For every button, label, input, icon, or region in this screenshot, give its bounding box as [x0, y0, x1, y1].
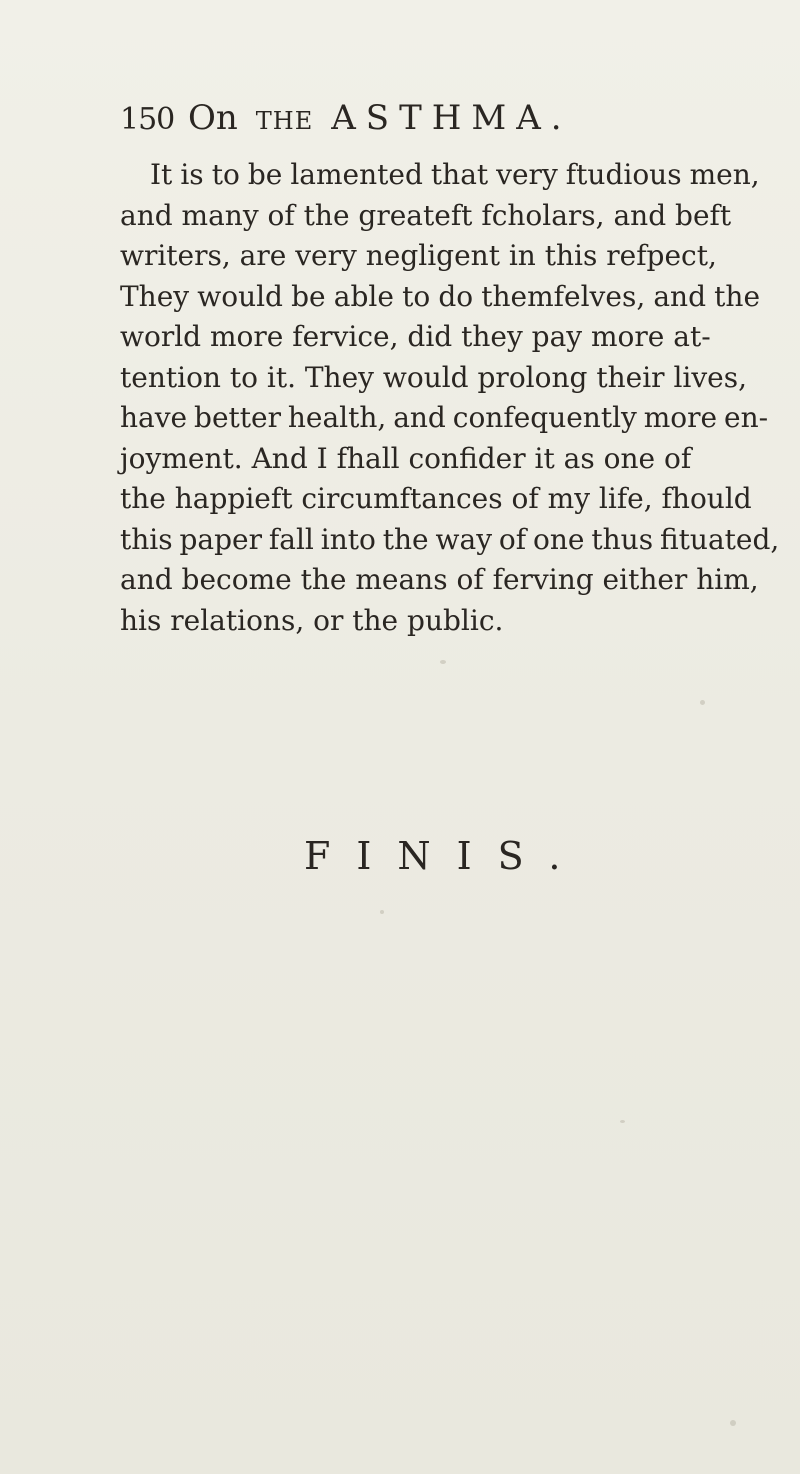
body-paragraph — [120, 155, 780, 641]
header-the: THE — [255, 107, 314, 135]
running-head — [120, 92, 720, 142]
page-number: 150 — [120, 102, 175, 137]
text-line: and many of the greateft fcholars, and beft — [120, 198, 732, 232]
paper-speck — [380, 910, 384, 914]
paper-speck — [730, 1420, 736, 1426]
text-line: joyment. And I fhall confider it as one of — [120, 441, 692, 475]
text-line: the happieft circumftances of my life, fhould — [120, 482, 752, 515]
paper-speck — [700, 700, 705, 705]
header-asthma: ASTHMA. — [331, 98, 572, 138]
text-line: They would be able to do themfelves, and the — [120, 279, 761, 313]
text-line: his relations, or the public. — [120, 603, 504, 637]
text-line: this paper fall into the way of one thus fituated, — [120, 522, 780, 556]
paper-speck — [440, 660, 446, 664]
text-line: have better health, and confequently more en- — [120, 401, 769, 434]
header-on: On — [188, 98, 238, 138]
text-line: tention to it. They would prolong their lives, — [120, 360, 748, 394]
text-line: and become the means of ferving either him, — [120, 563, 759, 596]
paper-speck — [620, 1120, 625, 1123]
text-line: It is to be lamented that very ftudious men, — [150, 158, 760, 191]
text-line: world more fervice, did they pay more at- — [120, 320, 711, 353]
header-title — [188, 98, 572, 138]
finis-mark: FINIS. — [304, 834, 587, 878]
text-line: writers, are very negligent in this refpect, — [120, 239, 717, 272]
